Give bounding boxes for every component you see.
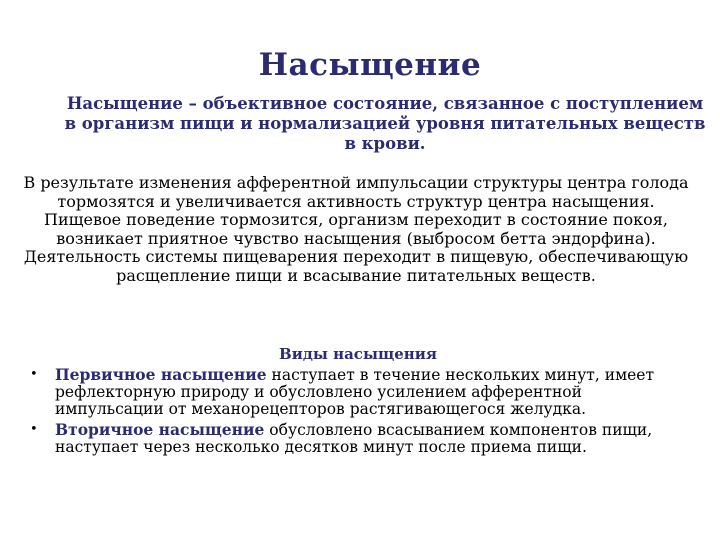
slide-title: Насыщение — [258, 47, 482, 83]
list-item-secondary — [30, 421, 690, 456]
paragraph-2: Деятельность системы пищеварения переходит в пищевую, обеспечивающую расщепление пищи и всасывание питательных веществ. — [23, 247, 689, 285]
types-list — [30, 366, 690, 459]
list-item-primary — [30, 366, 690, 418]
types-heading: Виды насыщения — [279, 345, 437, 363]
bullet-icon: • — [30, 422, 38, 437]
bullet-icon: • — [30, 367, 38, 382]
definition-text: Насыщение – объективное состояние, связанное с поступлением в организм пищи и нормализацией уровня питательных веществ в крови. — [64, 94, 706, 153]
term-secondary: Вторичное насыщение — [55, 420, 265, 439]
desc-secondary: обусловлено всасыванием компонентов пищи, наступает через несколько десятков минут после приема пищи. — [55, 421, 653, 456]
body-paragraphs — [18, 174, 694, 285]
desc-primary: наступает в течение нескольких минут, имеет рефлекторную природу и обусловлено усилением афферентной импульсации от механорецепторов растягивающегося желудка. — [55, 366, 655, 418]
paragraph-1: В результате изменения афферентной импульсации структуры центра голода тормозятся и увеличивается активность структур центра насыщения. Пищевое поведение тормозится, организм переходит в состояние покоя, возникает приятное чувство насыщения (выбросом бетта эндорфина). — [23, 173, 689, 248]
term-primary: Первичное насыщение — [55, 365, 267, 384]
